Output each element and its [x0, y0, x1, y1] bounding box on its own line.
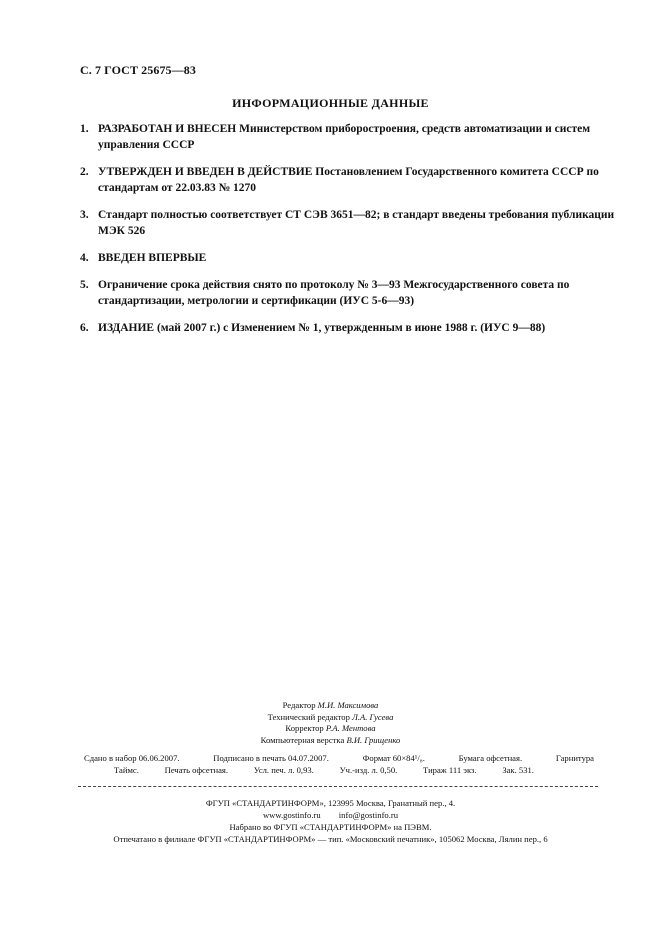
credit-label: Компьютерная верстка	[260, 734, 345, 745]
info-item-2	[80, 164, 620, 196]
credit-label: Технический редактор	[267, 711, 350, 722]
page-header: С. 7 ГОСТ 25675—83	[80, 63, 196, 77]
item-text: ВВЕДЕН ВПЕРВЫЕ	[98, 252, 207, 264]
item-text: Стандарт полностью соответствует СТ СЭВ 3651—82; в стандарт введены требования публикации МЭК 526	[98, 209, 615, 237]
pubdata-cell: Уч.-изд. л. 0,50.	[339, 765, 398, 775]
item-number: 6.	[80, 322, 89, 334]
pubdata-cell: Печать офсетная.	[164, 765, 229, 775]
credit-corrector	[0, 723, 661, 735]
item-number: 5.	[80, 279, 89, 291]
item-number: 1.	[80, 123, 89, 135]
typeset-note: Набрано во ФГУП «СТАНДАРТИНФОРМ» на ПЭВМ.	[229, 822, 432, 832]
credit-label: Редактор	[282, 700, 316, 710]
printing-note: Отпечатано в филиале ФГУП «СТАНДАРТИНФОРМ» — тип. «Московский печатник», 105062 Москва, Лялин пер., 6	[113, 834, 548, 844]
credits-block	[0, 700, 661, 746]
info-list	[80, 121, 620, 347]
pubdata-cell: Усл. печ. л. 0,93.	[253, 765, 314, 775]
pubdata-cell: Формат 60×84¹/₈.	[362, 753, 425, 763]
pubdata-row-2	[84, 764, 594, 776]
publisher-address: ФГУП «СТАНДАРТИНФОРМ», 123995 Москва, Гранатный пер., 4.	[205, 798, 456, 808]
credit-name: Л.А. Гусева	[352, 711, 394, 722]
item-number: 3.	[80, 209, 89, 221]
credit-tech-editor	[0, 712, 661, 724]
info-item-1	[80, 121, 620, 153]
pubdata-cell: Таймс.	[114, 765, 139, 775]
info-item-5	[80, 277, 620, 309]
item-text: РАЗРАБОТАН И ВНЕСЕН Министерством приборостроения, средств автоматизации и систем управления СССР	[98, 123, 591, 151]
pubdata-cell: Зак. 531.	[502, 765, 534, 775]
publication-data	[84, 752, 594, 776]
info-item-3	[80, 207, 620, 239]
credit-label: Корректор	[285, 723, 324, 733]
dashed-divider	[78, 786, 598, 787]
info-item-6	[80, 320, 620, 336]
section-title: ИНФОРМАЦИОННЫЕ ДАННЫЕ	[232, 96, 429, 110]
item-text: ИЗДАНИЕ (май 2007 г.) с Изменением № 1, утвержденным в июне 1988 г. (ИУС 9—88)	[98, 322, 546, 334]
credit-name: В.И. Грищенко	[346, 734, 401, 745]
imprint-footer	[0, 797, 661, 845]
info-item-4	[80, 250, 620, 266]
credit-editor	[0, 700, 661, 712]
pubdata-cell: Сдано в набор 06.06.2007.	[84, 753, 180, 763]
pubdata-cell: Бумага офсетная.	[458, 753, 523, 763]
email-link[interactable]: info@gostinfo.ru	[338, 810, 399, 820]
pubdata-row-1	[84, 752, 594, 764]
item-text: Ограничение срока действия снято по протоколу № 3—93 Межгосударственного совета по стандартизации, метрологии и сертификации (ИУС 5-6—93)	[98, 279, 570, 307]
item-text: УТВЕРЖДЕН И ВВЕДЕН В ДЕЙСТВИЕ Постановлением Государственного комитета СССР по стандартам от 22.03.83 № 1270	[98, 166, 599, 194]
item-number: 2.	[80, 166, 89, 178]
website-link[interactable]: www.gostinfo.ru	[262, 810, 321, 820]
pubdata-cell: Тираж 111 экз.	[423, 765, 477, 775]
item-number: 4.	[80, 252, 89, 264]
pubdata-cell: Гарнитура	[555, 753, 594, 763]
credit-name: Р.А. Ментова	[325, 723, 376, 733]
credit-layout	[0, 735, 661, 747]
pubdata-cell: Подписано в печать 04.07.2007.	[213, 753, 329, 763]
publisher-contacts	[0, 809, 661, 821]
credit-name: М.И. Максимова	[317, 700, 379, 710]
